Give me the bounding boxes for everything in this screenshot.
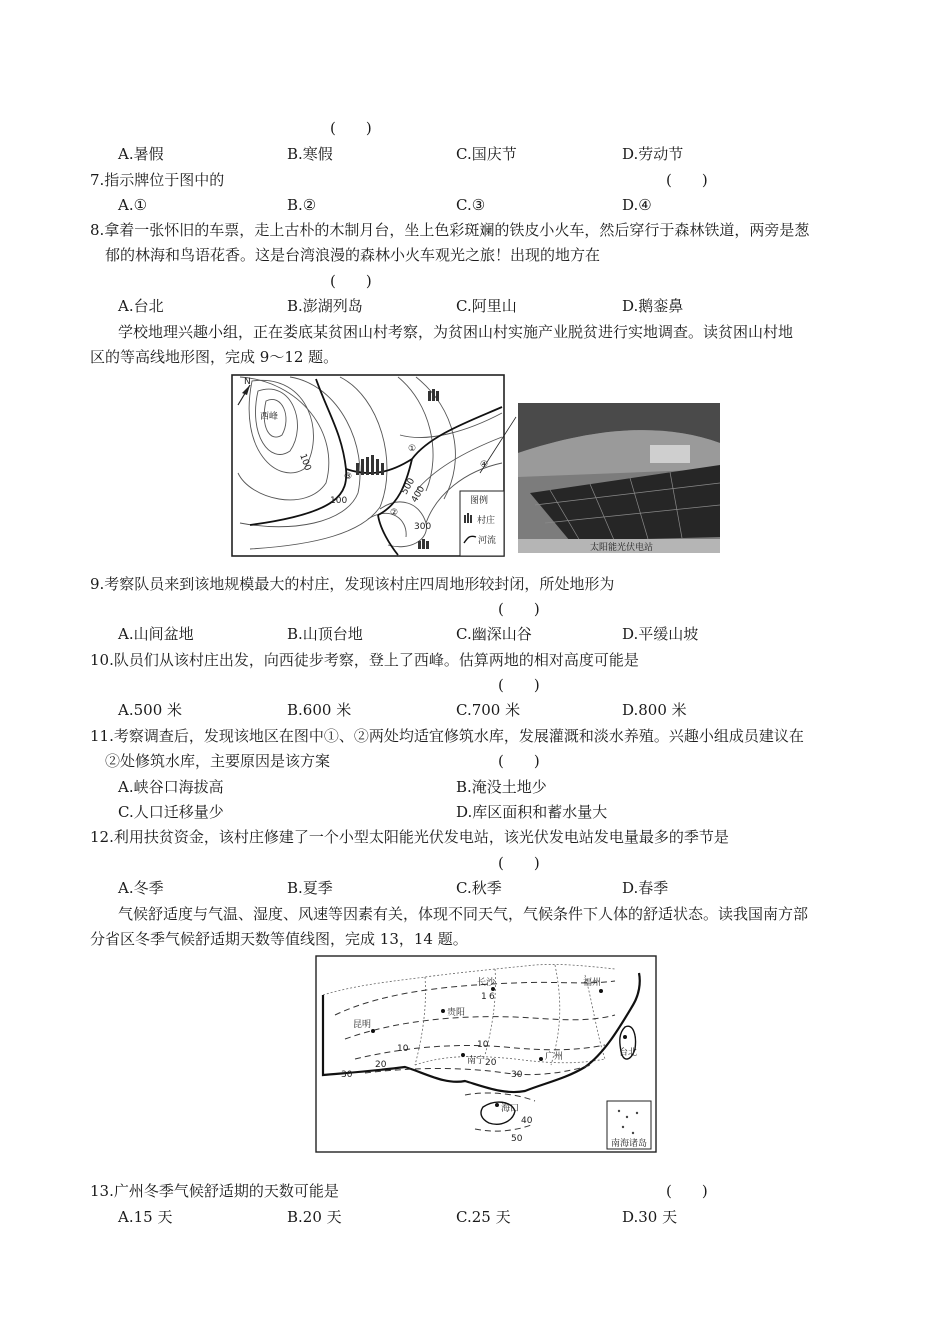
intro-paragraph-line1: 气候舒适度与气温、湿度、风速等因素有关，体现不同天气，气候条件下人体的舒适状态。读我国南方部 [118, 905, 809, 923]
marker-label: ④ [480, 460, 489, 470]
solar-station-photo [518, 403, 720, 553]
contour-label: 500 [399, 476, 418, 497]
option-a: A.峡谷口海拔高 [118, 778, 224, 796]
city-label: 南宁 [467, 1056, 486, 1066]
city-label: 广州 [545, 1052, 564, 1062]
answer-paren: ( ) [330, 272, 372, 290]
answer-paren: ( ) [498, 600, 540, 618]
option-d: D.平缓山坡 [622, 625, 699, 643]
answer-paren: ( ) [498, 676, 540, 694]
svg-text:村庄: 村庄 [477, 516, 496, 526]
option-d: D.④ [622, 196, 652, 214]
option-b: B.淹没土地少 [456, 778, 547, 796]
city-label: 长沙 [477, 978, 496, 988]
question-10-stem: 10.队员们从该村庄出发，向西徒步考察，登上了西峰。估算两地的相对高度可能是 [90, 651, 639, 669]
inset-label: 南海诸岛 [611, 1139, 648, 1149]
option-c: C.③ [456, 196, 486, 214]
option-b: B.寒假 [287, 145, 333, 163]
intro-paragraph-line1: 学校地理兴趣小组，正在娄底某贫困山村考察，为贫困山村实施产业脱贫进行实地调查。读贫困山村地 [118, 323, 794, 341]
isoline-value: 50 [511, 1134, 523, 1144]
option-b: B.澎湖列岛 [287, 297, 363, 315]
option-c: C.幽深山谷 [456, 625, 532, 643]
option-a: A.500 米 [118, 701, 182, 719]
option-a: A.15 天 [118, 1208, 173, 1226]
option-c: C.阿里山 [456, 297, 517, 315]
answer-paren: ( ) [498, 854, 540, 872]
option-d: D.鹅銮鼻 [622, 297, 684, 315]
option-a: A.暑假 [118, 145, 164, 163]
svg-text:图例: 图例 [470, 496, 489, 506]
marker-label: ③ [344, 472, 353, 482]
option-b: B.山顶台地 [287, 625, 363, 643]
answer-paren: ( ) [666, 171, 708, 189]
isoline-value: 30 [511, 1070, 523, 1080]
option-c: C.700 米 [456, 701, 521, 719]
option-b: B.20 天 [287, 1208, 342, 1226]
marker-label: ① [408, 444, 417, 454]
option-d: D.劳动节 [622, 145, 684, 163]
peak-label: 西峰 [260, 412, 279, 422]
option-b: B.② [287, 196, 317, 214]
question-11-stem-line1: 11.考察调查后，发现该地区在图中①、②两处均适宜修筑水库，发展灌溉和淡水养殖。兴趣小组成员建议在 [90, 727, 804, 745]
contour-map-figure [230, 373, 720, 559]
contour-label: 300 [414, 522, 432, 532]
option-a: A.冬季 [118, 879, 164, 897]
question-11-stem-line2: ②处修筑水库，主要原因是该方案 [105, 752, 331, 770]
city-label: 台北 [619, 1048, 638, 1058]
option-b: B.600 米 [287, 701, 352, 719]
answer-paren: ( ) [666, 1182, 708, 1200]
isoline-value: 20 [375, 1060, 387, 1070]
option-c: C.25 天 [456, 1208, 511, 1226]
answer-paren: ( ) [498, 752, 540, 770]
option-c: C.人口迁移量少 [118, 803, 224, 821]
isoline-value: 10 [477, 1040, 489, 1050]
option-b: B.夏季 [287, 879, 333, 897]
option-d: D.库区面积和蓄水量大 [456, 803, 608, 821]
option-d: D.30 天 [622, 1208, 678, 1226]
option-d: D.800 米 [622, 701, 687, 719]
isoline-value: 20 [485, 1058, 497, 1068]
question-9-stem: 9.考察队员来到该地规模最大的村庄，发现该村庄四周地形较封闭，所处地形为 [90, 575, 615, 593]
isoline-value: 10 [397, 1044, 409, 1054]
intro-paragraph-line2: 区的等高线地形图，完成 9～12 题。 [90, 348, 339, 366]
city-label: 贵阳 [447, 1008, 466, 1018]
map-legend [460, 491, 504, 556]
photo-caption: 太阳能光伏电站 [590, 543, 654, 553]
contour-label: 100 [297, 452, 313, 473]
question-8-stem-line2: 郁的林海和鸟语花香。这是台湾浪漫的森林小火车观光之旅！出现的地方在 [105, 246, 601, 264]
isoline-value: 40 [521, 1116, 533, 1126]
city-label: 海口 [501, 1104, 520, 1114]
question-7-stem: 7.指示牌位于图中的 [90, 171, 225, 189]
contour-label: 100 [330, 496, 348, 506]
option-a: A.山间盆地 [118, 625, 194, 643]
option-c: C.秋季 [456, 879, 502, 897]
svg-text:河流: 河流 [478, 536, 497, 546]
isoline-value: 30 [341, 1070, 353, 1080]
city-label: 福州 [583, 978, 602, 988]
isoline-map-figure [315, 955, 657, 1153]
marker-label: ② [390, 508, 399, 518]
city-label: 昆明 [353, 1020, 372, 1030]
question-12-stem: 12.利用扶贫资金，该村庄修建了一个小型太阳能光伏发电站，该光伏发电站发电量最多的季节是 [90, 828, 729, 846]
svg-text:N: N [244, 377, 251, 387]
contour-label: 400 [409, 484, 428, 505]
option-a: A.① [118, 196, 148, 214]
option-c: C.国庆节 [456, 145, 517, 163]
isoline-value: 1 [481, 992, 487, 1002]
question-8-stem-line1: 8.拿着一张怀旧的车票，走上古朴的木制月台，坐上色彩斑斓的铁皮小火车，然后穿行于森林铁道，两旁是葱 [90, 221, 810, 239]
answer-paren: ( ) [330, 119, 372, 137]
isoline-value: 6 [489, 992, 495, 1002]
question-13-stem: 13.广州冬季气候舒适期的天数可能是 [90, 1182, 339, 1200]
intro-paragraph-line2: 分省区冬季气候舒适期天数等值线图，完成 13，14 题。 [90, 930, 468, 948]
option-a: A.台北 [118, 297, 164, 315]
option-d: D.春季 [622, 879, 669, 897]
